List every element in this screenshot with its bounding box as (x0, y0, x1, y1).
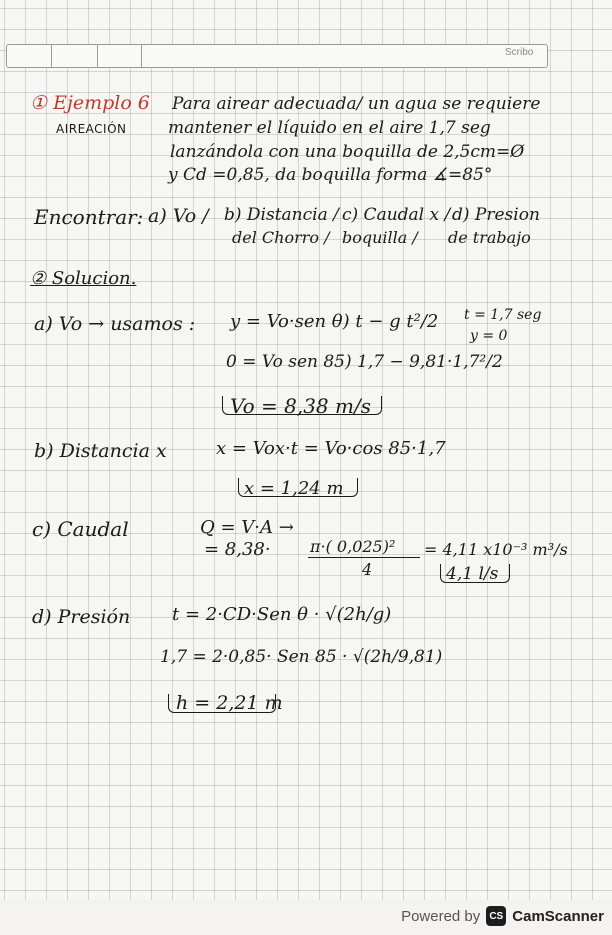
part-c-value: = 4,11 x10⁻³ m³/s (424, 540, 568, 559)
find-a: a) Vo / (148, 205, 209, 227)
problem-line-3: lanzándola con una boquilla de 2,5cm=Ø (170, 142, 525, 162)
find-b-1: b) Distancia / (224, 205, 339, 225)
part-a-formula: y = Vo·sen θ) t − g t²/2 (230, 311, 439, 332)
problem-line-2: mantener el líquido en el aire 1,7 seg (168, 118, 491, 138)
find-d-1: d) Presion (452, 205, 540, 225)
part-c-label: c) Caudal (32, 517, 129, 541)
part-b-label: b) Distancia x (34, 440, 167, 462)
part-b-formula: x = Vox·t = Vo·cos 85·1,7 (216, 438, 446, 459)
find-b-2: del Chorro / (232, 228, 330, 247)
fraction-bar (308, 557, 420, 558)
problem-line-1: Para airear adecuada/ un agua se requiere (172, 94, 541, 114)
part-c-denominator: 4 (362, 560, 373, 579)
part-d-result: h = 2,21 m (176, 692, 283, 714)
scribo-watermark: Scribo (505, 47, 534, 58)
part-d-formula: t = 2·CD·Sen θ · √(2h/g) (172, 604, 392, 625)
part-a-result: Vo = 8,38 m/s (230, 394, 371, 418)
find-d-2: de trabajo (448, 228, 531, 247)
part-c-substitution: = 8,38· (204, 539, 271, 560)
part-d-substitution: 1,7 = 2·0,85· Sen 85 · √(2h/9,81) (160, 647, 443, 667)
result-box (168, 694, 276, 713)
part-a-substitution: 0 = Vo sen 85) 1,7 − 9,81·1,7²/2 (226, 352, 503, 372)
header-cell (97, 45, 142, 67)
part-a-given-y: y = 0 (470, 328, 508, 344)
part-b-result: x = 1,24 m (244, 478, 344, 499)
header-cell (7, 45, 52, 67)
example-label: ① Ejemplo 6 (30, 92, 150, 114)
camscanner-brand: CamScanner (512, 907, 604, 925)
part-c-numerator: π·( 0,025)² (310, 537, 396, 556)
camscanner-logo-icon: CS (486, 906, 506, 926)
result-box (440, 564, 510, 583)
find-c-2: boquilla / (342, 228, 418, 247)
find-label: Encontrar: (34, 205, 144, 229)
problem-line-4: y Cd =0,85, da boquilla forma ∡=85° (168, 165, 493, 185)
part-a-given-t: t = 1,7 seg (464, 307, 542, 323)
header-cell (51, 45, 98, 67)
result-box (238, 478, 358, 497)
solution-label: ② Solucion. (30, 268, 137, 289)
find-c-1: c) Caudal x / (342, 205, 451, 225)
result-box (222, 396, 382, 415)
part-a-label: a) Vo → usamos : (34, 313, 196, 335)
powered-by-text: Powered by (401, 907, 481, 925)
header-strip (6, 44, 548, 68)
camscanner-footer (401, 906, 604, 926)
part-d-label: d) Presión (32, 606, 131, 628)
part-c-result: 4,1 l/s (446, 564, 499, 584)
part-c-formula: Q = V·A → (200, 517, 294, 538)
category-label: AIREACIÓN (56, 122, 127, 136)
